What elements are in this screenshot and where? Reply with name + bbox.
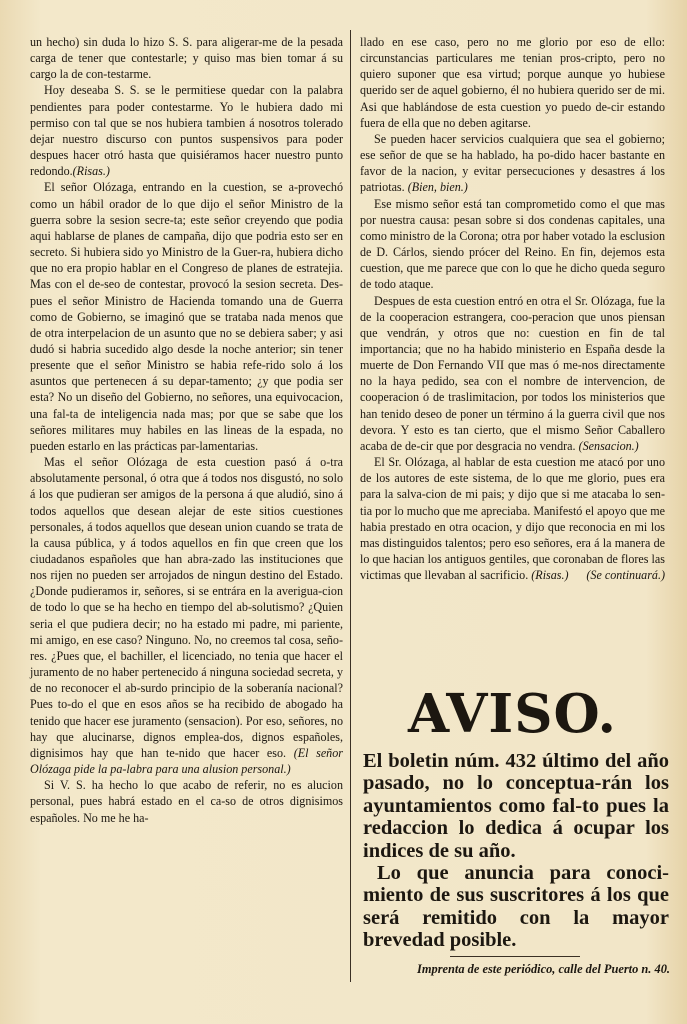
aviso-notice (363, 750, 669, 952)
paragraph: llado en ese caso, pero no me glorio por eso de ello: circunstancias particulares me tenian pros-cripto, pero no quiero suponer que esa virtud; porque aunque yo hubiese querido ser de aquel gobierno, él no hubiera querido ser de mi. Asi que hablándose de esta cuestion yo puedo de-cir estando fuera de ella que no deben agitarse. (360, 35, 665, 130)
paragraph: Hoy deseaba S. S. se le permitiese quedar con la palabra pendientes para poder contestarme. Yo le hubiera dado mi permiso con tal que se nos hubiera tambien á nosotros tolerado dejar nuestro discurso con puntos suspensivos para poder despues hacer otró hasta que quisiéramos hacer nuestro punto redondo.(Risas.) (30, 83, 343, 179)
continued-note: (Se continuará.) (586, 568, 665, 583)
paragraph: El señor Olózaga, entrando en la cuestion, se a-provechó como un hábil orador de lo que dijo el señor Ministro de la guerra sobre la sesion secre-ta; este señor creyendo que podia aqui hablarse de planes de campaña, dijo que podria esto ser en secreto. Si hubiera sido yo Ministro de la Guer-ra, hubiera dicho que no era propio hablar en el Congreso de planes de estratejia. Mas con el de-seo de contestar, provocó la sesion secreta. Des-pues el señor Ministro de Hacienda tomando una de Guerra como de Gobierno, se imaginó que se trataba nada menos que de otra interpelacion de un asunto que no se debiera saber; y asi dudó si habria sucedido algo desde la noche anterior; sin tener presente que el señor Ministro se habia refe-rido solo á los asuntos que pertenecen á su depar-tamento; ¿y que podia ser esta? No un diseño del Gobierno, no señores, una equivocacion, una fal-ta de inteligencia nada mas; por que se sabe que los señores militares muy habiles en las lineas de la espada, no pueden estarlo en las prácticas par-lamentarias. (30, 180, 343, 453)
aviso-paragraph: El boletin núm. 432 último del año pasado, no lo conceptua-rán los ayuntamientos como fal-to pues la redaccion lo dedica á ocupar los indices de su año. (363, 750, 669, 862)
left-column (30, 34, 343, 826)
paragraph: Despues de esta cuestion entró en otra el Sr. Olózaga, fue la de la cooperacion estrangera, coo-peracion que unos piensan que vendrán, y otros que no: cuestion en fin de tal importancia; que no ha habido ministerio en España desde la muerte de Don Fernando VII que mas ó me-nos directamente no la haya pedido, sea con el nombre de intervencion, de cooperacion ó de traslimitacion, por todos los ministerios que han tenido deseo de poner un término á la guerra civil que nos devora. Y esto es tan cierto, que el mismo Señor Caballero acaba de de-cir que por desgracia no vendra. (Sensacion.) (360, 293, 665, 453)
paragraph: Si V. S. ha hecho lo que acabo de referir, no es alucion personal, pues habrá estado en el ca-so de otros dignisimos españoles. No me he ha- (30, 778, 343, 825)
paragraph: Se pueden hacer servicios cualquiera que sea el gobierno; ese señor de que se ha hablado, ha po-dido hacer bastante en favor de la nacion, y evitar persecuciones y desastres á los patriotas. (Bien, bien.) (360, 131, 665, 195)
paragraph: Mas el señor Olózaga de esta cuestion pasó á o-tra absolutamente personal, ó otra que á todos nos disgustó, no solo á los que pudieran ser amigos de la persona á que aludió, sino á todos aquellos que desean alejar de este sitios cuestiones personales, á todos aquellos que desean union cuando se trata de la causa pública, y á todos aquellos en fin que creen que los ciudadanos españoles que han abra-zado las instituciones que nos rijen no pueden ser arrojados de ningun destino del Estado. ¿Donde pudieramos ir, señores, si se entrára en la averigua-cion de todo lo que se ha hecho en tiempo del ab-solutismo? ¿Quien seria el que pudiera decir; no ha estado mi padre, mi pariente, mi amigo, en ese caso? Ninguno. No, no creemos tal cosa, seño-res. ¿Pues que, el bachiller, el licenciado, no tenia que hacer el juramento de no haber pertenecido á ninguna sociedad secreta, y de no reconocer el ab-surdo principio de la soberanía nacional? Pues to-do el que en esos años se ha recibido de abogado ha tenido que hacer ese juramento (sensacion). Por eso, señores, no hay que alucinarse, dignos emplea-dos, dignos españoles, dignisimos hay que han te-nido que hacer eso. (El señor Olózaga pide la pa-labra para una alusion personal.) (30, 455, 343, 777)
footer-divider (450, 956, 580, 957)
right-column (360, 34, 665, 583)
aviso-paragraph: Lo que anuncia para conoci-miento de sus suscritores á los que será remitido con la mayor brevedad posible. (363, 862, 669, 952)
paragraph: Ese mismo señor está tan comprometido como el que mas por nuestra causa: pesan sobre si dos condenas capitales, una como ministro de la Corona; otra por haber votado la esclusion de D. Cárlos, siendo prócer del Reino. En fin, dejemos esta cuestion, que me parece que con lo que he dicho queda seguro de todo ataque. (360, 196, 665, 292)
column-divider (350, 30, 351, 982)
imprint-line: Imprenta de este periódico, calle del Puerto n. 40. (417, 962, 670, 976)
aviso-title: AVISO. (408, 683, 617, 745)
paragraph: un hecho) sin duda lo hizo S. S. para aligerar-me de la pesada carga de tener que contestarle; y quiso mas bien tomar á su cargo la de con-testarme. (30, 35, 343, 82)
paragraph: El Sr. Olózaga, al hablar de esta cuestion me atacó por uno de los autores de este sistema, de lo que me glorio, pues era para la salva-cion de mi pais; y dijo que si me atacaba lo sen-tia por lo mucho que me apreciaba. Manifestó el apoyo que me habia prestado en otra ocacion, y dijo que reconocia en mi los mas distinguidos talentos; pero eso señores, era á la manera de lo que hacian los antiguos gentiles, que coronaban de flores las victimas que llevaban al sacrificio. (Risas.) (Se continuará.) (360, 455, 665, 583)
